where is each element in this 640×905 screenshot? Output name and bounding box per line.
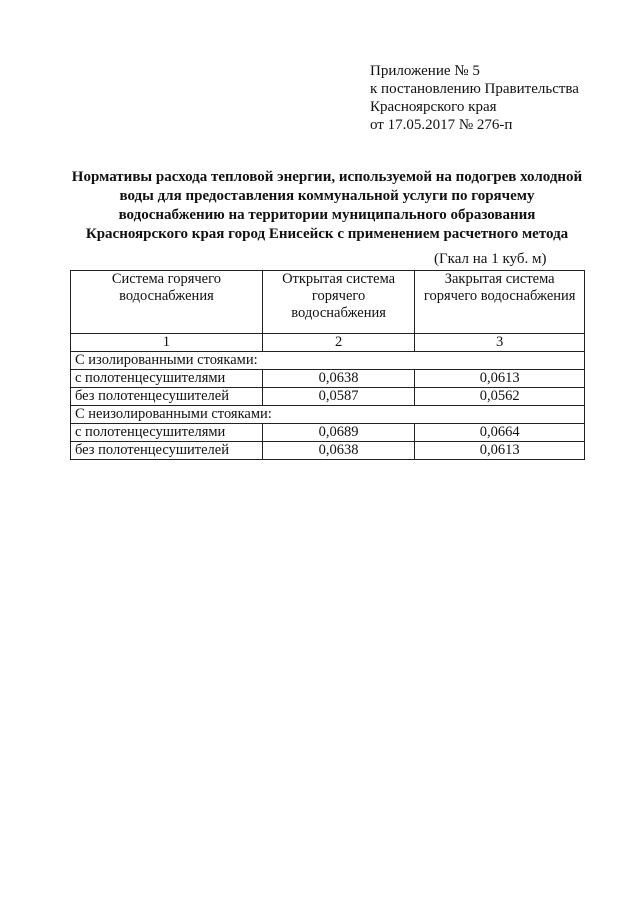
column-number: 1 [71,334,263,352]
group-label: С изолированными стояками: [71,352,585,370]
column-number: 2 [262,334,415,352]
header-closed-system: Закрытая система горячего водоснабжения [415,271,585,334]
title-line: водоснабжению на территории муниципального образования [118,207,536,223]
row-name: с полотенцесушителями [71,370,263,388]
table-row [71,424,585,442]
group-row [71,406,585,424]
open-value: 0,0689 [262,424,415,442]
table-row [71,370,585,388]
column-number: 3 [415,334,585,352]
group-row [71,352,585,370]
column-number-row [71,334,585,352]
closed-value: 0,0664 [415,424,585,442]
closed-value: 0,0613 [415,442,585,460]
group-label: С неизолированными стояками: [71,406,585,424]
title-line: Нормативы расхода тепловой энергии, используемой на подогрев холодной [71,169,583,185]
open-value: 0,0587 [262,388,415,406]
table-header-row [71,271,585,334]
annex-line: от 17.05.2017 № 276-п [370,117,513,133]
closed-value: 0,0613 [415,370,585,388]
open-value: 0,0638 [262,370,415,388]
annex-line: Красноярского края [370,99,497,115]
units-label: (Гкал на 1 куб. м) [434,251,547,267]
norms-table [70,270,585,460]
annex-line: Приложение № 5 [370,63,480,79]
document-title [60,168,594,244]
table-row [71,388,585,406]
annex-line: к постановлению Правительства [370,81,579,97]
row-name: без полотенцесушителей [71,388,263,406]
title-line: воды для предоставления коммунальной услуги по горячему [119,188,535,204]
title-line: Красноярского края город Енисейск с применением расчетного метода [85,226,569,242]
row-name: без полотенцесушителей [71,442,263,460]
closed-value: 0,0562 [415,388,585,406]
open-value: 0,0638 [262,442,415,460]
header-open-system: Открытая система горячего водоснабжения [262,271,415,334]
header-system: Система горячего водоснабжения [71,271,263,334]
table-row [71,442,585,460]
row-name: с полотенцесушителями [71,424,263,442]
annex-reference [370,62,579,134]
